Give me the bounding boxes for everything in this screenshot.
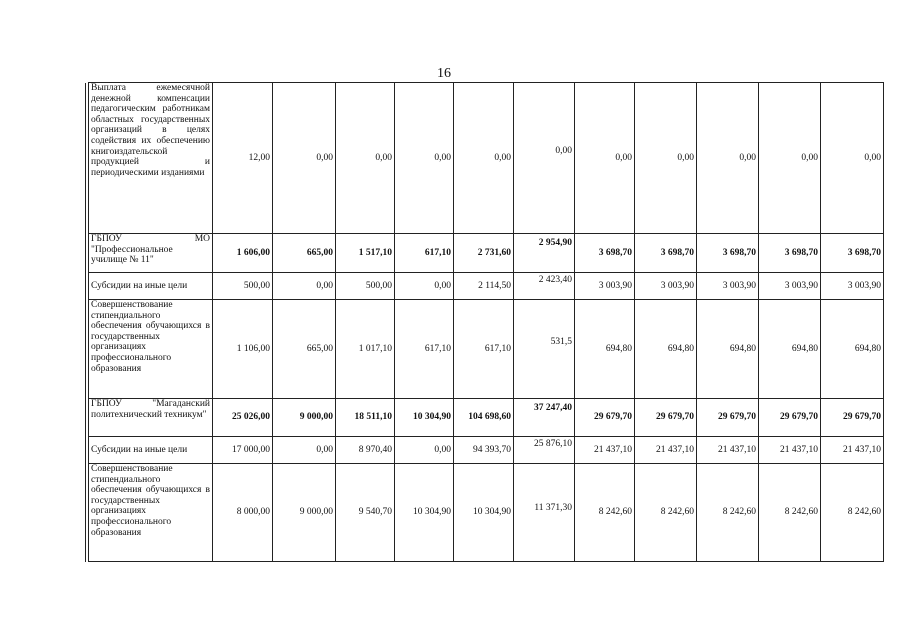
- value-cell: 8 242,60: [821, 464, 884, 562]
- value-cell: 21 437,10: [821, 437, 884, 464]
- value-cell: 0,00: [454, 83, 514, 234]
- table-row: [86, 464, 884, 562]
- value-cell: 29 679,70: [697, 399, 759, 437]
- value-cell: 0,00: [273, 437, 336, 464]
- value-cell: 3 698,70: [697, 234, 759, 273]
- value-cell: 694,80: [759, 300, 821, 399]
- value-cell: 12,00: [213, 83, 273, 234]
- page-number: 16: [437, 66, 451, 81]
- value-cell: 665,00: [273, 234, 336, 273]
- value-cell: 2 731,60: [454, 234, 514, 273]
- value-cell: 694,80: [697, 300, 759, 399]
- value-cell: 2 423,40: [514, 273, 575, 300]
- value-cell: 3 003,90: [635, 273, 697, 300]
- value-cell: 10 304,90: [454, 464, 514, 562]
- row-label: Совершенствование стипендиального обеспечения обучающихся в государственных организациях профессионального образования: [89, 300, 213, 399]
- value-cell: 3 003,90: [697, 273, 759, 300]
- table-row: [86, 234, 884, 273]
- value-cell: 694,80: [635, 300, 697, 399]
- table-row: [86, 273, 884, 300]
- value-cell: 0,00: [395, 437, 454, 464]
- value-cell: 1 606,00: [213, 234, 273, 273]
- value-cell: 0,00: [514, 83, 575, 234]
- value-cell: 0,00: [759, 83, 821, 234]
- table-row: [86, 83, 884, 234]
- value-cell: 21 437,10: [697, 437, 759, 464]
- value-cell: 3 003,90: [575, 273, 635, 300]
- value-cell: 0,00: [273, 273, 336, 300]
- value-cell: 3 698,70: [635, 234, 697, 273]
- table-row: [86, 399, 884, 437]
- value-cell: 29 679,70: [635, 399, 697, 437]
- value-cell: 9 000,00: [273, 399, 336, 437]
- value-cell: 29 679,70: [575, 399, 635, 437]
- value-cell: 21 437,10: [575, 437, 635, 464]
- value-cell: 1 017,10: [336, 300, 395, 399]
- value-cell: 104 698,60: [454, 399, 514, 437]
- value-cell: 18 511,10: [336, 399, 395, 437]
- value-cell: 2 114,50: [454, 273, 514, 300]
- value-cell: 0,00: [575, 83, 635, 234]
- value-cell: 25 876,10: [514, 437, 575, 464]
- value-cell: 9 540,70: [336, 464, 395, 562]
- value-cell: 11 371,30: [514, 464, 575, 562]
- value-cell: 3 698,70: [575, 234, 635, 273]
- row-label: ГБПОУ МО "Профессиональное училище № 11": [89, 234, 213, 273]
- value-cell: 0,00: [821, 83, 884, 234]
- value-cell: 617,10: [454, 300, 514, 399]
- value-cell: 9 000,00: [273, 464, 336, 562]
- value-cell: 617,10: [395, 300, 454, 399]
- value-cell: 21 437,10: [759, 437, 821, 464]
- table-row: [86, 437, 884, 464]
- value-cell: 21 437,10: [635, 437, 697, 464]
- value-cell: 694,80: [575, 300, 635, 399]
- value-cell: 8 242,60: [759, 464, 821, 562]
- row-label: Субсидии на иные цели: [89, 273, 213, 300]
- value-cell: 94 393,70: [454, 437, 514, 464]
- value-cell: 665,00: [273, 300, 336, 399]
- table-body: [86, 83, 884, 562]
- value-cell: 3 698,70: [759, 234, 821, 273]
- value-cell: 3 003,90: [759, 273, 821, 300]
- value-cell: 1 517,10: [336, 234, 395, 273]
- value-cell: 2 954,90: [514, 234, 575, 273]
- value-cell: 500,00: [213, 273, 273, 300]
- value-cell: 8 000,00: [213, 464, 273, 562]
- value-cell: 37 247,40: [514, 399, 575, 437]
- value-cell: 10 304,90: [395, 464, 454, 562]
- row-label: Субсидии на иные цели: [89, 437, 213, 464]
- value-cell: 617,10: [395, 234, 454, 273]
- value-cell: 0,00: [336, 83, 395, 234]
- value-cell: 3 003,90: [821, 273, 884, 300]
- value-cell: 25 026,00: [213, 399, 273, 437]
- value-cell: 29 679,70: [759, 399, 821, 437]
- value-cell: 29 679,70: [821, 399, 884, 437]
- value-cell: 8 242,60: [575, 464, 635, 562]
- value-cell: 17 000,00: [213, 437, 273, 464]
- row-label: ГБПОУ "Магаданский политехнический техникум": [89, 399, 213, 437]
- value-cell: 0,00: [273, 83, 336, 234]
- value-cell: 10 304,90: [395, 399, 454, 437]
- value-cell: 694,80: [821, 300, 884, 399]
- value-cell: 8 970,40: [336, 437, 395, 464]
- value-cell: 0,00: [395, 273, 454, 300]
- value-cell: 8 242,60: [635, 464, 697, 562]
- value-cell: 500,00: [336, 273, 395, 300]
- value-cell: 0,00: [395, 83, 454, 234]
- value-cell: 0,00: [697, 83, 759, 234]
- value-cell: 3 698,70: [821, 234, 884, 273]
- value-cell: 8 242,60: [697, 464, 759, 562]
- budget-table: [85, 82, 884, 562]
- table-row: [86, 300, 884, 399]
- value-cell: 0,00: [635, 83, 697, 234]
- row-label: Выплата ежемесячной денежной компенсации педагогическим работникам областных государственных организаций в целях содействия их обеспечению книгоиздательской продукцией и периодическими изданиями: [89, 83, 213, 234]
- value-cell: 531,5: [514, 300, 575, 399]
- value-cell: 1 106,00: [213, 300, 273, 399]
- row-label: Совершенствование стипендиального обеспечения обучающихся в государственных организациях профессионального образования: [89, 464, 213, 562]
